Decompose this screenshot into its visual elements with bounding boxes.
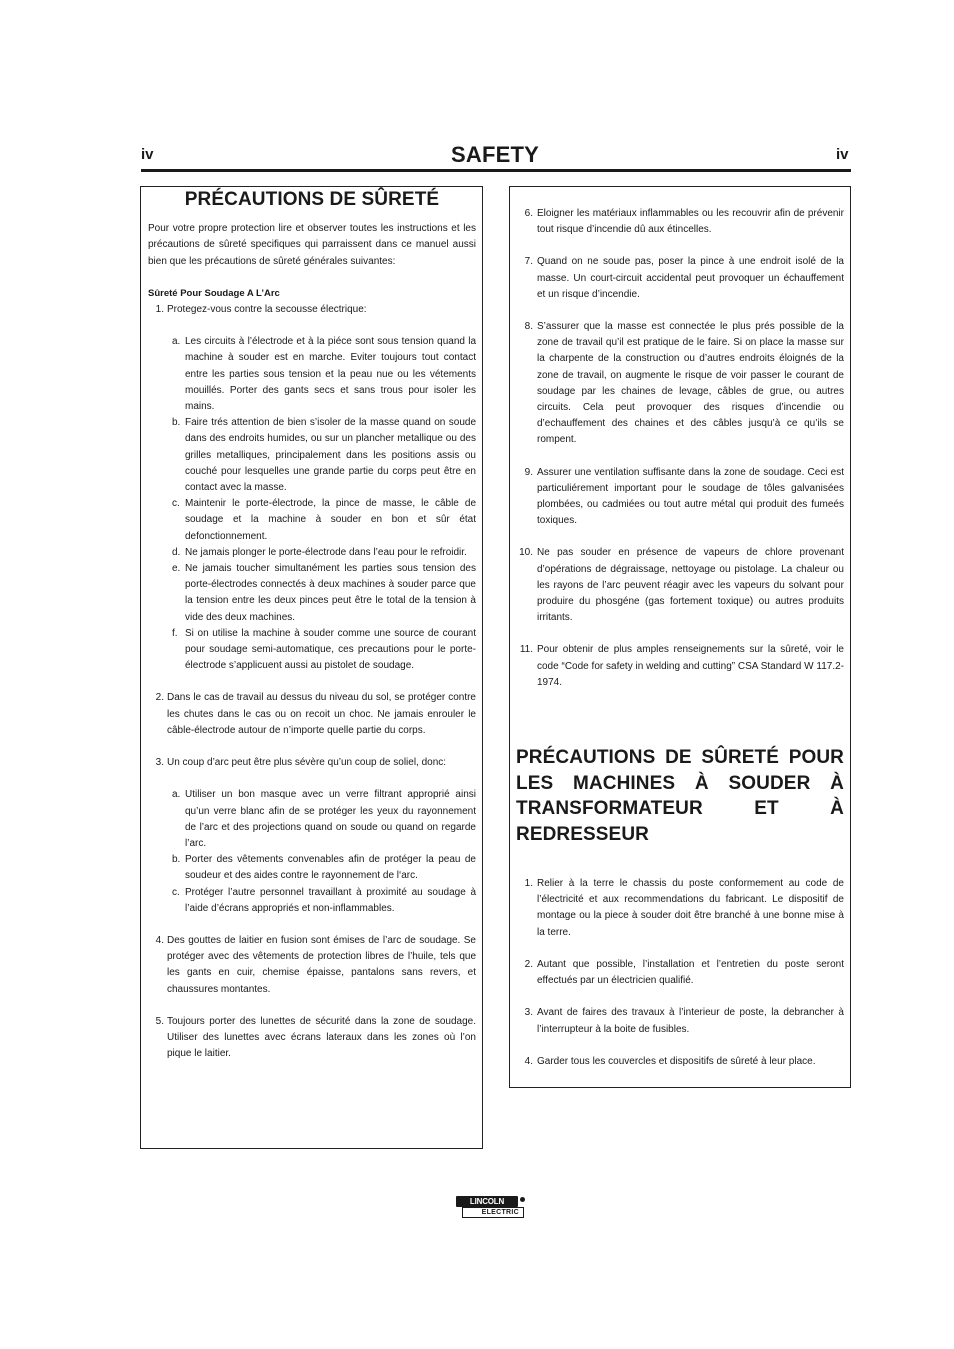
sub-list-item: a. Les circuits à l’électrode et à la piéce sont sous tension quand la machine à souder est en marche. Eviter toujours tout contact entre les parties sous tension et la peau nue ou les vétements mouillés. Porter des gants secs et sans trous pour isoler les mains.	[172, 336, 476, 413]
registered-mark-icon	[520, 1197, 525, 1202]
list-item: 9. Assurer une ventilation suffisante dans la zone de soudage. Ceci est particuliérement important pour le soudage de tôles galvanisées plombées, ou cadmiées ou tout autre métal qui produit des fumeés toxiques.	[524, 466, 844, 527]
sub-list-item: c. Maintenir le porte-électrode, la pince de masse, le câble de soudage et la machine à souder en bon et sûr état defonctionnement.	[172, 498, 476, 542]
sub-list-item: b. Porter des vêtements convenables afin de protéger la peau de soudeur et des aides contre le rayonnement de l‘arc.	[172, 854, 476, 882]
sub-list-item: c. Protéger l’autre personnel travaillant à proximité au soudage à l’aide d’écrans appropriés et non-inflammables.	[172, 886, 476, 914]
logo-top-text: LINCOLN	[456, 1196, 518, 1207]
list-item: 11. Pour obtenir de plus amples renseignements sur la sûreté, voir le code “Code for safety in welding and cutting” CSA Standard W 117.2-1974.	[519, 644, 844, 688]
sub-list-item: a. Utiliser un bon masque avec un verre filtrant approprié ainsi qu’un verre blanc afin de se protéger les yeux du rayonnement de l’arc et des projections quand on soude ou quand on regarde l’arc.	[172, 789, 476, 849]
header-rule	[141, 169, 851, 172]
list-item: 6. Eloigner les matériaux inflammables ou les recouvrir afin de prévenir tout risque d’incendie dû aux étincelles.	[524, 208, 844, 236]
list-item: 3. Un coup d’arc peut être plus sévère qu’un coup de soliel, donc:	[155, 757, 447, 769]
page-title: SAFETY	[451, 142, 539, 167]
left-heading: PRÉCAUTIONS DE SÛRETÉ	[184, 189, 440, 210]
right-safety-box	[509, 186, 851, 1088]
sub-list-item: f. Si on utilise la machine à souder comme une source de courant pour soudage semi-automatique, ces precautions pour le porte-électrode s’applicuent aussi au pistolet de soudage.	[172, 627, 476, 672]
list-item: 3. Avant de faires des travaux à l’interieur de poste, la debrancher à l’interrupteur à la boite de fusibles.	[524, 1007, 844, 1035]
lincoln-electric-logo	[456, 1196, 526, 1220]
list-item: 2. Autant que possible, l’installation et l’entretien du poste seront effectués par un électricien qualifié.	[524, 958, 844, 987]
arc-welding-subheading: Sûreté Pour Soudage A L’Arc	[148, 287, 280, 299]
list-item: 4. Des gouttes de laitier en fusion sont émises de l’arc de soudage. Se protéger avec des vêtements de protection libres de l’huile, tels que les gants en cuir, chemise épaisse, pantalons sans revers, et chaussures montantes.	[155, 934, 476, 995]
sub-list-item: e. Ne jamais toucher simultanément les parties sous tension des porte-électrodes connectés à deux machines à souder parce que la tension entre les deux pinces peut être le total de la tension à vide des deux machines.	[172, 563, 476, 623]
list-item: 8. S’assurer que la masse est connectée le plus prés possible de la zone de travail qu’il est pratique de le faire. Si on place la masse sur la charpente de la construction ou d’autres endroits éloignés de la zone de travail, on augmente le risque de voir passer le courant de soudage par les chaines de levage, câbles de grue, ou autres circuits. Cela peut provoquer des risques d’incendie ou d’echauffement des chaines et des câbles jusqu’à ce qu’ils se rompent.	[524, 321, 844, 446]
list-item: 4. Garder tous les couvercles et dispositifs de sûreté à leur place.	[524, 1055, 816, 1067]
list-item: 7. Quand on ne soude pas, poser la pince à une endroit isolé de la masse. Un court-circuit accidental peut provoquer un échauffement et un risque d’incendie.	[524, 256, 844, 300]
logo-bottom-text: ELECTRIC	[462, 1207, 524, 1218]
sub-list-item: d. Ne jamais plonger le porte-électrode dans l’eau pour le refroidir.	[172, 546, 467, 558]
list-item: 2. Dans le cas de travail au dessus du niveau du sol, se protéger contre les chutes dans le cas ou on recoit un choc. Ne jamais enrouler le câble-électrode autour de n’importe quelle partie du corps.	[155, 692, 476, 736]
page-number-left: iv	[141, 146, 154, 163]
list-item: 5. Toujours porter des lunettes de sécurité dans la zone de soudage. Utiliser des lunettes avec écrans lateraux dans les zones où l’on pique le laitier.	[155, 1015, 476, 1060]
list-item: 10. Ne pas souder en présence de vapeurs de chlore provenant d’opérations de dégraissage, nettoyage ou pistolage. La chaleur ou les rayons de l’arc peuvent réagir avec les vapeurs du solvant pour produire du phosgéne (gas fortement toxique) ou autres produits irritants.	[519, 547, 844, 624]
list-item: 1. Relier à la terre le chassis du poste conformement au code de l’électricité et aux recommendations du fabricant. Le dispositif de montage ou la piece à souder doit être branché à une bonne mise à la terre.	[524, 878, 844, 938]
sub-list-item: b. Faire trés attention de bien s’isoler de la masse quand on soude dans des endroits humides, ou sur un plancher metallique ou des grilles metalliques, principalement dans les positions assis ou couché pour lesquelles une grande partie du corps peut être en contact avec la masse.	[172, 417, 476, 494]
list-item: 1. Protegez-vous contre la secousse électrique:	[155, 304, 367, 316]
page-number-right: iv	[836, 146, 849, 163]
intro-paragraph: Pour votre propre protection lire et observer toutes les instructions et les précautions de sûreté specifiques qui parraissent dans ce manuel aussi bien que les précautions de sûreté générales suivantes:	[148, 223, 476, 267]
transformer-safety-heading: PRÉCAUTIONS DE SÛRETÉ POUR LES MACHINES À SOUDER À TRANSFORMATEUR ET À REDRESSEUR	[516, 747, 844, 845]
left-safety-box	[140, 186, 483, 1149]
